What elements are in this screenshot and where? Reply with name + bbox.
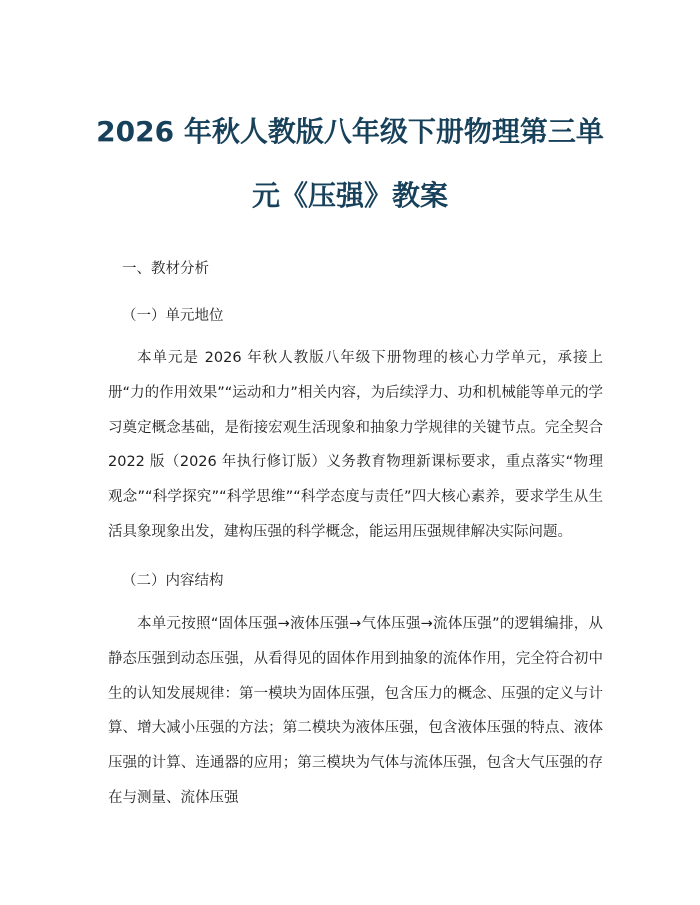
subsection-heading-unit-position: （一）单元地位	[122, 308, 224, 324]
paragraph-unit-position: 本单元是 2026 年秋人教版八年级下册物理的核心力学单元，承接上册“力的作用效果”“运动和力”相关内容，为后续浮力、功和机械能等单元的学习奠定概念基础，是衔接宏观生活现象和抽象力学规律的关键节点。完全契合 2022 版（2026 年执行修订版）义务教育物理新课标要求，重点落实“物理观念”“科学探究”“科学思维”“科学态度与责任”四大核心素养，要求学生从生活具象现象出发，建构压强的科学概念，能运用压强规律解决实际问题。	[108, 350, 603, 540]
paragraph-content-structure: 本单元按照“固体压强→液体压强→气体压强→流体压强”的逻辑编排，从静态压强到动态压强，从看得见的固体作用到抽象的流体作用，完全符合初中生的认知发展规律：第一模块为固体压强，包含压力的概念、压强的定义与计算、增大减小压强的方法；第二模块为液体压强，包含液体压强的特点、液体压强的计算、连通器的应用；第三模块为气体与流体压强，包含大气压强的存在与测量、流体压强	[108, 616, 603, 806]
subsection-heading-content-structure: （二）内容结构	[122, 573, 224, 589]
section-heading-textbook-analysis: 一、教材分析	[122, 261, 209, 277]
document-title-line-2: 元《压强》教案	[251, 179, 448, 212]
document-title-line-1: 2026 年秋人教版八年级下册物理第三单	[96, 115, 604, 148]
